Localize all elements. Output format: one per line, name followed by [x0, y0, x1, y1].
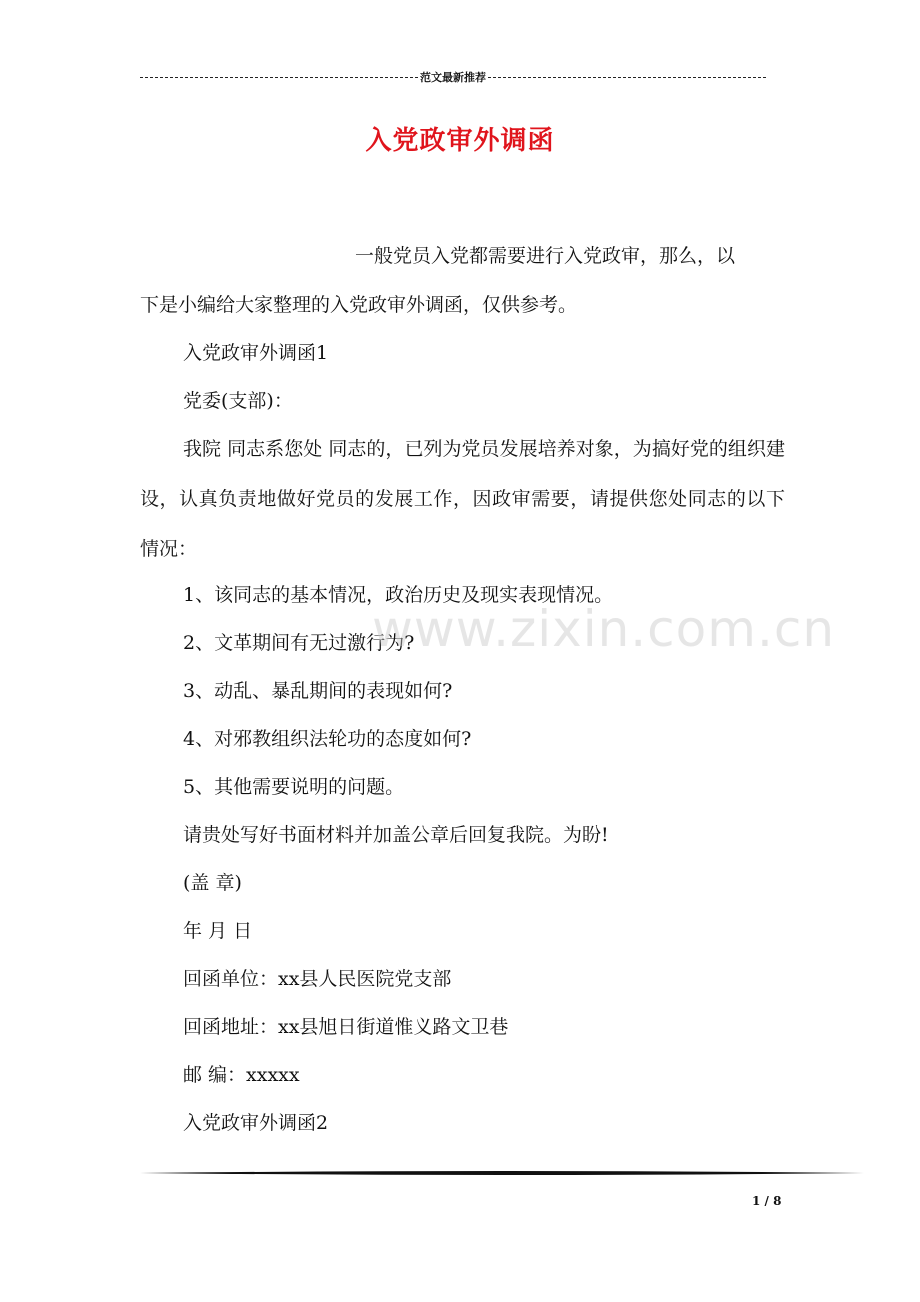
list-item-3: 3、动乱、暴乱期间的表现如何? [183, 680, 453, 702]
seal-note: (盖 章) [183, 872, 242, 894]
watermark: www.zixin.com.cn [372, 600, 836, 658]
body-paragraph: 我院 同志系您处 同志的，已列为党员发展培养对象，为搞好党的组织建设，认真负责地做好党员的发展工作，因政审需要，请提供您处同志的以下情况： [140, 438, 785, 560]
section-2-heading: 入党政审外调函2 [183, 1112, 329, 1134]
list-item-1: 1、该同志的基本情况，政治历史及现实表现情况。 [183, 584, 614, 606]
list-item-5: 5、其他需要说明的问题。 [183, 776, 405, 798]
intro-line-2: 下是小编给大家整理的入党政审外调函，仅供参考。 [140, 294, 578, 316]
reply-unit: 回函单位：xx县人民医院党支部 [183, 968, 452, 990]
document-title: 入党政审外调函 [365, 126, 555, 156]
closing-request: 请贵处写好书面材料并加盖公章后回复我院。为盼! [183, 824, 609, 846]
footer-rule [140, 1169, 864, 1177]
list-item-4: 4、对邪教组织法轮功的态度如何? [183, 728, 472, 750]
reply-address: 回函地址：xx县旭日街道惟义路文卫巷 [183, 1016, 509, 1038]
header-dash-left [140, 77, 418, 78]
date-line: 年 月 日 [183, 920, 253, 942]
header-dash-right [488, 77, 766, 78]
section-1-heading: 入党政审外调函1 [183, 342, 329, 364]
page-number: 1 / 8 [752, 1194, 782, 1208]
salutation: 党委(支部)： [183, 390, 293, 412]
header-label: 范文最新推荐 [420, 71, 486, 84]
list-item-2: 2、文革期间有无过激行为? [183, 632, 415, 654]
page-header [140, 68, 766, 86]
intro-paragraph [140, 232, 785, 330]
postcode: 邮 编：xxxxx [183, 1064, 300, 1086]
intro-line-1: 一般党员入党都需要进行入党政审，那么，以 [355, 245, 736, 267]
